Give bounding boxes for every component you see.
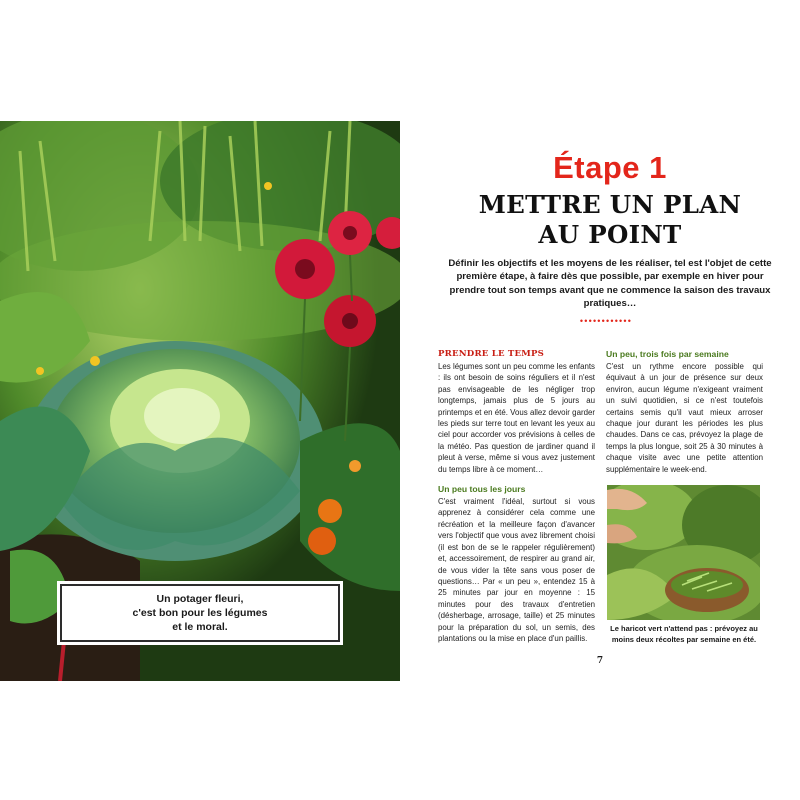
section-text: Les légumes sont un peu comme les enfants : ils ont besoin de soins réguliers et il n'est pas envisageable de les négliger trop longtemps, jamais plus de 5 jours au printemps et en été. Vous allez devoir garder les pieds sur terre tout en levant les yeux au ciel pour accorder vos prévisions à celles de la météo. Pas question de jardiner quand il pleut à verse, même si vous avez justement du temps libre à ce moment…: [438, 362, 595, 474]
page-title: METTRE UN PLAN AU POINT: [478, 190, 742, 249]
section-text: C'est un rythme encore possible qui équivaut à un jour de présence sur deux environ, aucun légume n'exigeant vraiment un suivi quotidien, si ce n'est toutefois certains semis qu'il vaut mieux arroser chaque jour durant les périodes les plus chaudes. Dans ce cas, prévoyez la plage de temps la plus longue, soit 25 à 30 minutes à chaque visite avec une petite attention supplémentaire le week-end.: [606, 362, 763, 474]
bean-harvest-illustration: [607, 485, 760, 620]
bean-photo-caption: Le haricot vert n'attend pas : prévoyez au moins deux récoltes par semaine en été.: [610, 624, 758, 644]
section-heading: Un peu, trois fois par semaine: [606, 349, 729, 359]
text-column-left: [438, 348, 595, 652]
page-number: 7: [596, 656, 604, 666]
text-column-right: [606, 348, 763, 483]
photo-caption-box: [60, 584, 340, 642]
photo-caption: Un potager fleuri, c'est bon pour les légumes et le moral.: [132, 593, 268, 633]
dotted-separator: ••••••••••••: [579, 318, 633, 324]
intro-paragraph: Définir les objectifs et les moyens de les réaliser, tel est l'objet de cette première étape, à faire dès que possible, par exemple en hiver pour prendre tout son temps avant que ne commence la saison des travaux pratiques…: [448, 258, 772, 309]
section-heading: PRENDRE LE TEMPS: [438, 349, 545, 359]
section-text: C'est vraiment l'idéal, surtout si vous apprenez à considérer cela comme une récréation et la meilleure façon d'avancer vers l'objectif que vous avez librement choisi (il est bon de se le rappeler régulièrement) et, accessoirement, de respirer au grand air, de vous vider la tête sans vous poser de questions… Par « un peu », entendez 15 à 25 minutes par jour en moyenne : 15 minutes pour des travaux d'entretien (désherbage, arrosage, taille) et 25 minutes pour la préparation du sol, un semis, des plantations ou la mise en place d'un paillis.: [438, 497, 595, 643]
section-heading: Un peu tous les jours: [438, 484, 526, 495]
bean-harvest-photo: [607, 485, 760, 620]
step-label: Étape 1: [553, 150, 667, 185]
